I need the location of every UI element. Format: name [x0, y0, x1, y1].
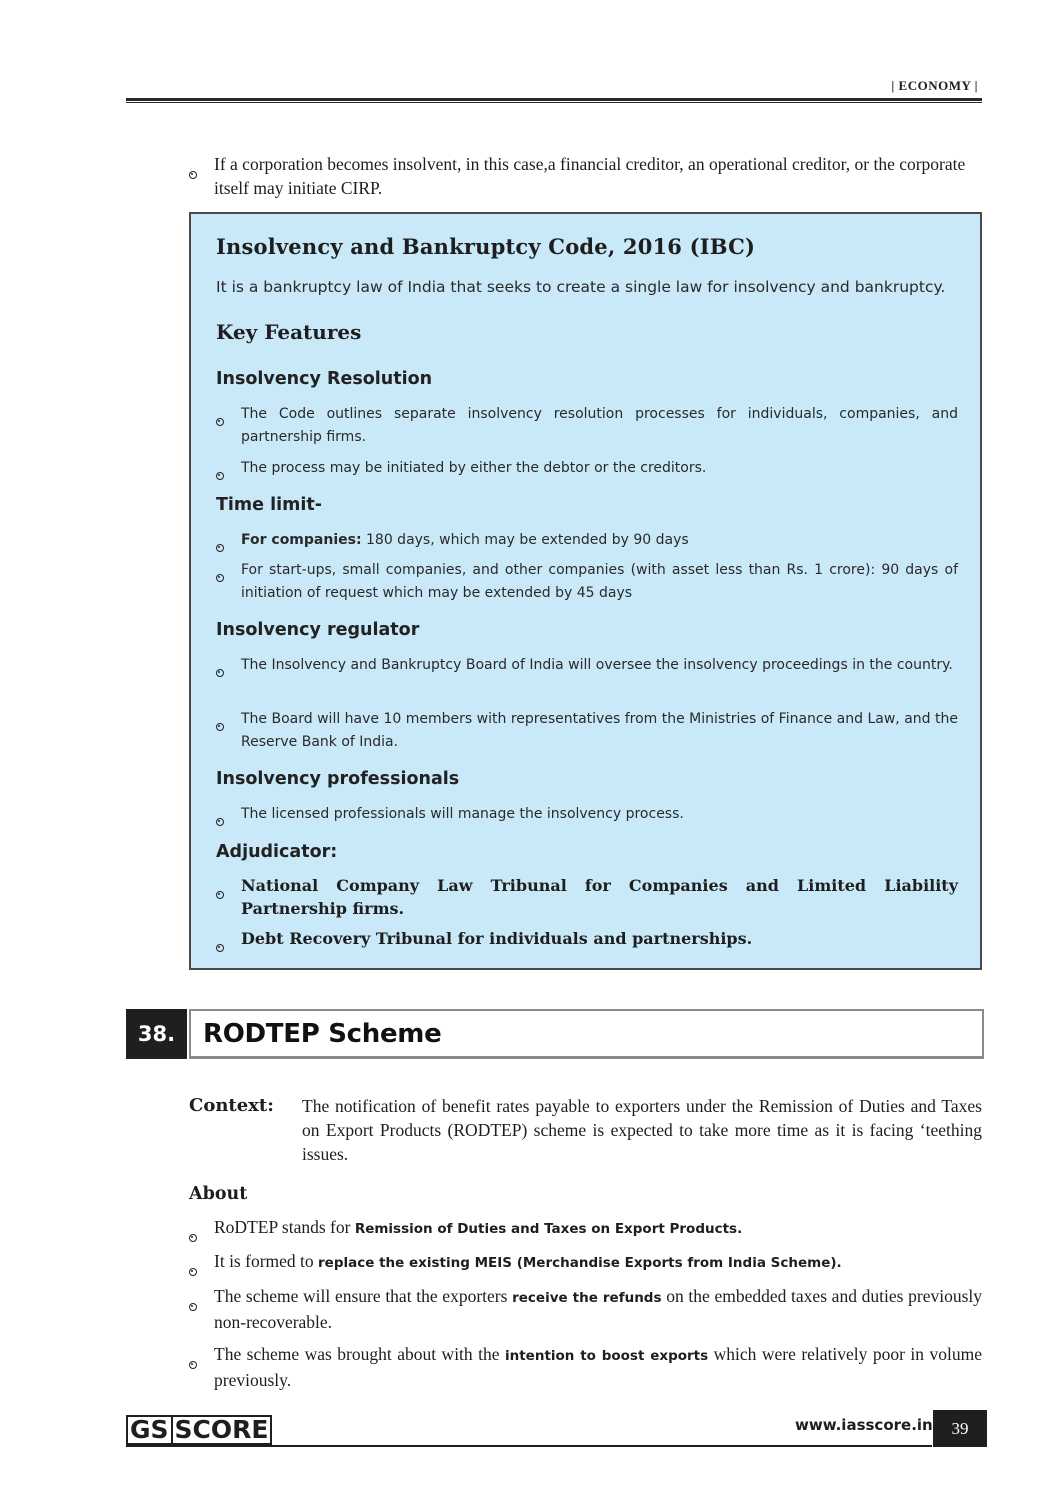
list-item	[189, 1215, 982, 1248]
bullet-icon	[216, 544, 224, 552]
bullet-icon	[189, 1303, 197, 1311]
list-item-pre: The scheme was brought about with the	[214, 1344, 505, 1364]
list-item-text: Debt Recovery Tribunal for individuals and partnerships.	[241, 929, 753, 948]
list-item	[216, 927, 958, 958]
header-rule	[126, 98, 982, 103]
section-title-box	[189, 1009, 984, 1059]
list-item	[216, 403, 958, 449]
list-item-text: For start-ups, small companies, and other companies (with asset less than Rs. 1 crore): 90 days of initiation of request which may be extended by 45 days	[241, 562, 958, 601]
list-item-text: The licensed professionals will manage the insolvency process.	[241, 806, 684, 822]
bullet-icon	[216, 669, 224, 677]
list-item-rest: 180 days, which may be extended by 90 days	[361, 532, 689, 548]
list-item	[216, 559, 958, 605]
list-item-post: which were relatively poor in volume previously.	[214, 1344, 982, 1390]
list-item-pre: It is formed to	[214, 1251, 319, 1271]
bullet-icon	[216, 574, 224, 582]
list-item	[216, 803, 958, 834]
list-item-text	[214, 1342, 982, 1392]
list-item-text: The process may be initiated by either the debtor or the creditors.	[241, 460, 707, 476]
list-item-text: The Board will have 10 members with representatives from the Ministries of Finance and Law, and the Reserve Bank of India.	[241, 711, 958, 750]
bullet-icon	[216, 944, 224, 952]
bullet-icon	[216, 723, 224, 731]
list-item-post: on the embedded taxes and duties previously non-recoverable.	[214, 1286, 982, 1332]
list-item-text	[214, 1249, 842, 1282]
list-item	[189, 1249, 982, 1282]
list-item-bold: replace the existing MEIS (Merchandise Exports from India Scheme).	[318, 1255, 842, 1271]
list-item-pre: RoDTEP stands for	[214, 1217, 355, 1237]
list-item	[216, 708, 958, 754]
about-label: About	[189, 1184, 248, 1204]
section-number: 38.	[126, 1009, 187, 1059]
bullet-icon	[189, 1234, 197, 1242]
bullet-icon	[189, 1361, 197, 1369]
list-item	[189, 1284, 982, 1334]
time-limit-heading: Time limit-	[216, 495, 322, 515]
adjudicator-heading: Adjudicator:	[216, 842, 338, 862]
list-item-bold: receive the refunds	[512, 1290, 662, 1306]
bullet-icon	[216, 818, 224, 826]
list-item-bold: For companies:	[241, 532, 362, 548]
bullet-icon	[216, 418, 224, 426]
box-intro: It is a bankruptcy law of India that seeks to create a single law for insolvency and bankruptcy.	[216, 278, 946, 296]
list-item-bold: Remission of Duties and Taxes on Export Products.	[354, 1221, 743, 1237]
list-item-text	[214, 1284, 982, 1334]
footer-rule	[126, 1445, 932, 1447]
bullet-icon	[216, 472, 224, 480]
bullet-icon	[216, 891, 224, 899]
list-item-text: The Insolvency and Bankruptcy Board of India will oversee the insolvency proceedings in the country.	[241, 657, 953, 673]
list-item-text: National Company Law Tribunal for Companies and Limited Liability Partnership firms.	[241, 876, 958, 918]
logo-gs: GS	[126, 1415, 173, 1445]
list-item	[189, 1342, 982, 1392]
list-item	[216, 529, 958, 560]
context-text: The notification of benefit rates payable to exporters under the Remission of Duties and Taxes on Export Products (RODTEP) scheme is expected to take more time as it is facing ‘teething issues.	[302, 1096, 982, 1164]
list-item-bold: intention to boost exports	[504, 1348, 709, 1364]
bullet-icon	[189, 171, 197, 179]
professionals-heading: Insolvency professionals	[216, 769, 460, 789]
list-item	[216, 457, 958, 488]
regulator-heading: Insolvency regulator	[216, 620, 420, 640]
context-label: Context:	[189, 1095, 274, 1116]
key-features-heading: Key Features	[216, 320, 362, 344]
list-item-text	[241, 529, 689, 560]
logo-score: SCORE	[173, 1415, 273, 1445]
header-section-tag: | ECONOMY |	[891, 78, 978, 93]
page-number: 39	[933, 1410, 987, 1447]
intro-bullet-text: If a corporation becomes insolvent, in this case,a financial creditor, an operational creditor, or the corporate itself may initiate CIRP.	[214, 154, 966, 198]
list-item-text	[214, 1215, 742, 1248]
footer-url[interactable]: www.iasscore.in	[795, 1416, 933, 1434]
list-item-text: The Code outlines separate insolvency resolution processes for individuals, companies, and partnership firms.	[241, 406, 958, 445]
bullet-icon	[189, 1268, 197, 1276]
box-title: Insolvency and Bankruptcy Code, 2016 (IBC)	[216, 234, 756, 259]
resolution-heading: Insolvency Resolution	[216, 369, 433, 389]
section-title: RODTEP Scheme	[203, 1019, 442, 1049]
ibc-info-box	[189, 212, 982, 970]
list-item	[216, 654, 958, 685]
gs-score-logo	[126, 1415, 272, 1445]
intro-bullet	[189, 152, 982, 200]
list-item	[216, 874, 958, 920]
list-item-pre: The scheme will ensure that the exporters	[214, 1286, 513, 1306]
